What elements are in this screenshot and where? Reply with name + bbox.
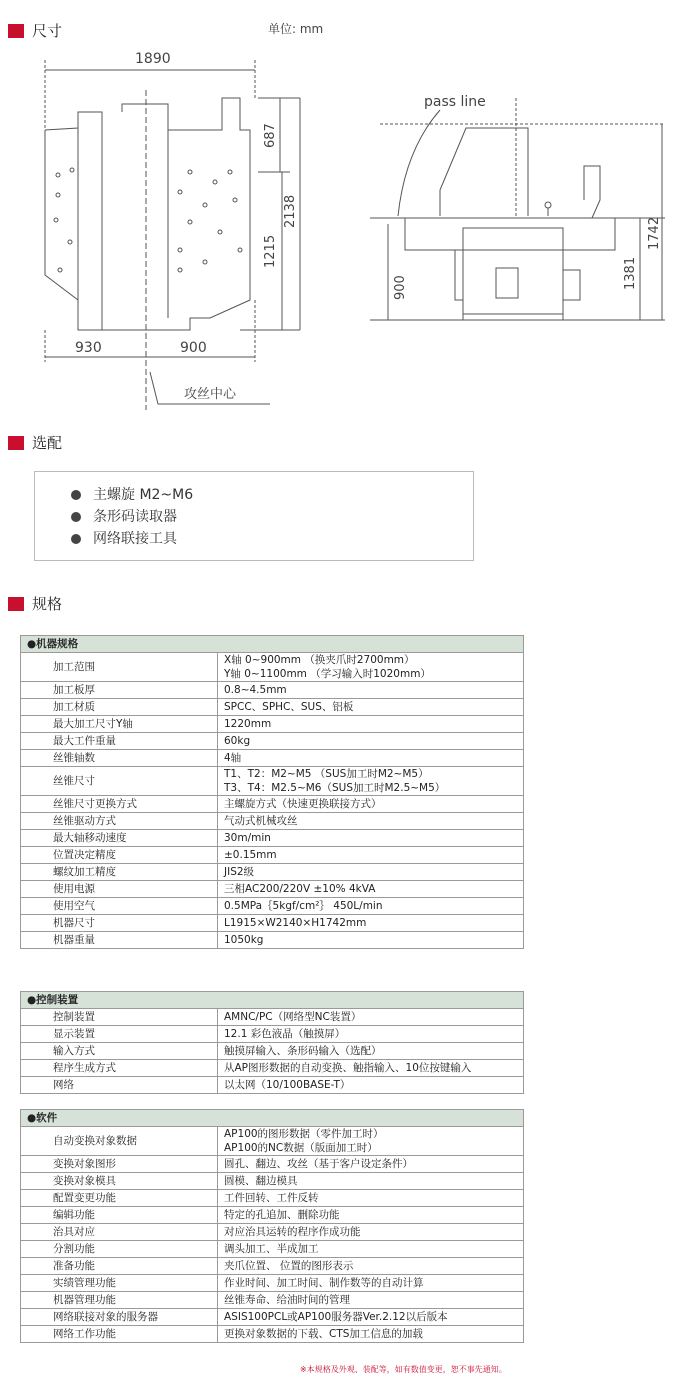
section-marker — [8, 436, 24, 450]
dim-900-side: 900 — [393, 275, 408, 300]
table-row — [21, 1275, 524, 1292]
spec-value-line: ASIS100PCL或AP100服务器Ver.2.12以后版本 — [224, 1311, 448, 1323]
spec-value — [218, 1309, 524, 1326]
table-row — [21, 1173, 524, 1190]
spec-value — [218, 1077, 524, 1094]
table-row — [21, 1292, 524, 1309]
spec-value-line: 12.1 彩色液晶（触摸屏） — [224, 1028, 346, 1040]
spec-key: 变换对象模具 — [21, 1173, 218, 1190]
spec-value-line: 圆模、翻边模具 — [224, 1175, 298, 1187]
spec-value-line: AP100的NC数据（版面加工时） — [224, 1142, 378, 1154]
table-row — [21, 1207, 524, 1224]
spec-key: 自动变换对象数据 — [21, 1127, 218, 1156]
spec-value — [218, 830, 524, 847]
table-row — [21, 881, 524, 898]
spec-value-line: T1、T2：M2~M5 （SUS加工时M2~M5） — [224, 768, 429, 780]
spec-key: 变换对象图形 — [21, 1156, 218, 1173]
spec-value-line: 4轴 — [224, 752, 242, 764]
section-specs — [8, 593, 62, 614]
spec-key: 程序生成方式 — [21, 1060, 218, 1077]
spec-value — [218, 1043, 524, 1060]
table-row — [21, 682, 524, 699]
table-row — [21, 1060, 524, 1077]
spec-value — [218, 813, 524, 830]
spec-value — [218, 733, 524, 750]
spec-value-line: 主螺旋方式（快速更换联接方式） — [224, 798, 382, 810]
spec-value — [218, 1026, 524, 1043]
spec-value-line: 30m/min — [224, 832, 271, 844]
table-header: ●软件 — [21, 1110, 524, 1127]
table-row — [21, 750, 524, 767]
spec-key: 使用电源 — [21, 881, 218, 898]
table-row — [21, 1309, 524, 1326]
table-row — [21, 716, 524, 733]
spec-value — [218, 881, 524, 898]
spec-value — [218, 767, 524, 796]
spec-value — [218, 1060, 524, 1077]
spec-value-line: L1915×W2140×H1742mm — [224, 917, 367, 929]
spec-key: 控制装置 — [21, 1009, 218, 1026]
spec-value-line: AP100的图形数据（零件加工时） — [224, 1128, 384, 1140]
spec-value-line: 特定的孔追加、删除功能 — [224, 1209, 340, 1221]
list-item: 条形码读取器 — [71, 506, 473, 528]
spec-value-line: AMNC/PC（网络型NC装置） — [224, 1011, 362, 1023]
spec-key: 分割功能 — [21, 1241, 218, 1258]
spec-value-line: Y轴 0~1100mm （学习输入时1020mm） — [224, 668, 431, 680]
tap-center-label: 攻丝中心 — [184, 387, 237, 402]
spec-value-line: 调头加工、半成加工 — [224, 1243, 319, 1255]
table-row — [21, 1190, 524, 1207]
spec-value-line: 圆孔、翻边、攻丝（基于客户设定条件） — [224, 1158, 413, 1170]
spec-value-line: 丝锥寿命、给油时间的管理 — [224, 1294, 350, 1306]
spec-value — [218, 847, 524, 864]
spec-value-line: SPCC、SPHC、SUS、铝板 — [224, 701, 354, 713]
bullet-icon — [71, 512, 81, 522]
spec-key: 准备功能 — [21, 1258, 218, 1275]
table-row — [21, 830, 524, 847]
pass-line-label: pass line — [424, 94, 486, 110]
section-title: 尺寸 — [32, 22, 63, 40]
table-row — [21, 1241, 524, 1258]
table-row — [21, 733, 524, 750]
spec-value — [218, 653, 524, 682]
spec-value-line: 1220mm — [224, 718, 272, 730]
dim-1742: 1742 — [647, 216, 662, 250]
spec-key: 位置决定精度 — [21, 847, 218, 864]
spec-key: 最大轴移动速度 — [21, 830, 218, 847]
spec-value-line: 气动式机械攻丝 — [224, 815, 298, 827]
spec-value-line: 触摸屏输入、条形码输入（选配） — [224, 1045, 382, 1057]
spec-value — [218, 716, 524, 733]
spec-key: 机器尺寸 — [21, 915, 218, 932]
spec-value — [218, 1241, 524, 1258]
spec-value — [218, 1127, 524, 1156]
software-spec-table — [20, 1109, 524, 1343]
spec-key: 治具对应 — [21, 1224, 218, 1241]
spec-value-line: X轴 0~900mm （换夹爪时2700mm） — [224, 654, 415, 666]
spec-value — [218, 796, 524, 813]
table-row — [21, 864, 524, 881]
table-row — [21, 915, 524, 932]
spec-value-line: 1050kg — [224, 934, 264, 946]
spec-value — [218, 864, 524, 881]
spec-value — [218, 1173, 524, 1190]
spec-key: 网络工作功能 — [21, 1326, 218, 1343]
footnote — [300, 1364, 507, 1375]
table-row — [21, 653, 524, 682]
list-item: 主螺旋 M2~M6 — [71, 484, 473, 506]
table-header-row — [21, 992, 524, 1009]
spec-key: 丝锥驱动方式 — [21, 813, 218, 830]
table-row — [21, 1127, 524, 1156]
spec-value — [218, 1275, 524, 1292]
table-header-row — [21, 636, 524, 653]
dim-930: 930 — [75, 340, 102, 356]
spec-value-line: 三相AC200/220V ±10% 4kVA — [224, 883, 376, 895]
spec-value-line: 对应治具运转的程序作成功能 — [224, 1226, 361, 1238]
spec-value-line: 以太网（10/100BASE-T） — [224, 1079, 351, 1091]
table-row — [21, 1077, 524, 1094]
machine-spec-table — [20, 635, 524, 949]
spec-value-line: 0.5MPa｛5kgf/cm²｝ 450L/min — [224, 900, 383, 912]
spec-value — [218, 915, 524, 932]
spec-value-line: T3、T4：M2.5~M6（SUS加工时M2.5~M5） — [224, 782, 446, 794]
spec-key: 最大工件重量 — [21, 733, 218, 750]
spec-value — [218, 1190, 524, 1207]
spec-value-line: 更换对象数据的下载、CTS加工信息的加载 — [224, 1328, 423, 1340]
dim-1215: 1215 — [263, 234, 278, 268]
table-row — [21, 813, 524, 830]
table-row — [21, 1026, 524, 1043]
spec-key: 机器管理功能 — [21, 1292, 218, 1309]
spec-value — [218, 1224, 524, 1241]
spec-key: 输入方式 — [21, 1043, 218, 1060]
spec-key: 使用空气 — [21, 898, 218, 915]
spec-value — [218, 1207, 524, 1224]
table-row — [21, 1009, 524, 1026]
spec-value — [218, 1292, 524, 1309]
section-options — [8, 432, 62, 453]
note-text: 本规格及外观、装配等，如有数值变更，恕不事先通知。 — [306, 1365, 507, 1374]
spec-value — [218, 750, 524, 767]
table-row — [21, 767, 524, 796]
spec-key: 加工板厚 — [21, 682, 218, 699]
spec-value-line: 60kg — [224, 735, 251, 747]
table-row — [21, 699, 524, 716]
table-row — [21, 796, 524, 813]
spec-value-line: 作业时间、加工时间、制作数等的自动计算 — [224, 1277, 424, 1289]
spec-key: 编辑功能 — [21, 1207, 218, 1224]
spec-key: 加工材质 — [21, 699, 218, 716]
table-row — [21, 1258, 524, 1275]
spec-key: 螺纹加工精度 — [21, 864, 218, 881]
table-row — [21, 1224, 524, 1241]
table-row — [21, 1156, 524, 1173]
section-marker — [8, 597, 24, 611]
bullet-icon — [71, 490, 81, 500]
section-title: 规格 — [32, 595, 63, 613]
spec-value — [218, 1009, 524, 1026]
note-mark: ※ — [300, 1365, 307, 1374]
dim-687: 687 — [263, 123, 278, 148]
section-title: 选配 — [32, 434, 63, 452]
spec-key: 丝锥尺寸更换方式 — [21, 796, 218, 813]
spec-key: 最大加工尺寸Y轴 — [21, 716, 218, 733]
spec-value-line: JIS2级 — [224, 866, 255, 878]
dim-1381: 1381 — [623, 256, 638, 290]
dim-2138: 2138 — [283, 194, 298, 228]
spec-value — [218, 1326, 524, 1343]
table-row — [21, 847, 524, 864]
side-view — [370, 94, 665, 320]
options-box — [34, 471, 474, 561]
table-header: ●机器规格 — [21, 636, 524, 653]
spec-value — [218, 1258, 524, 1275]
table-header: ●控制装置 — [21, 992, 524, 1009]
spec-key: 显示装置 — [21, 1026, 218, 1043]
unit-label: 单位: mm — [268, 22, 324, 36]
spec-key: 丝锥尺寸 — [21, 767, 218, 796]
dim-1890: 1890 — [135, 51, 171, 67]
spec-value — [218, 699, 524, 716]
spec-key: 机器重量 — [21, 932, 218, 949]
spec-key: 实绩管理功能 — [21, 1275, 218, 1292]
spec-key: 丝锥轴数 — [21, 750, 218, 767]
spec-value-line: 夹爪位置、 位置的图形表示 — [224, 1260, 354, 1272]
spec-value — [218, 932, 524, 949]
spec-key: 网络 — [21, 1077, 218, 1094]
table-header-row — [21, 1110, 524, 1127]
dim-900-bottom: 900 — [180, 340, 207, 356]
spec-key: 网络联接对象的服务器 — [21, 1309, 218, 1326]
spec-value-line: 0.8~4.5mm — [224, 684, 287, 696]
spec-key: 配置变更功能 — [21, 1190, 218, 1207]
options-list — [71, 484, 473, 550]
table-row — [21, 1326, 524, 1343]
front-view — [45, 51, 300, 410]
control-spec-table — [20, 991, 524, 1094]
spec-value-line: ±0.15mm — [224, 849, 277, 861]
spec-value-line: 从AP图形数据的自动变换、触指输入、10位按键输入 — [224, 1062, 472, 1074]
list-item: 网络联接工具 — [71, 528, 473, 550]
spec-key: 加工范围 — [21, 653, 218, 682]
spec-value — [218, 1156, 524, 1173]
table-row — [21, 898, 524, 915]
spec-value — [218, 682, 524, 699]
table-row — [21, 932, 524, 949]
spec-value — [218, 898, 524, 915]
bullet-icon — [71, 534, 81, 544]
spec-value-line: 工件回转、工件反转 — [224, 1192, 319, 1204]
table-row — [21, 1043, 524, 1060]
machine-drawing — [0, 0, 685, 420]
